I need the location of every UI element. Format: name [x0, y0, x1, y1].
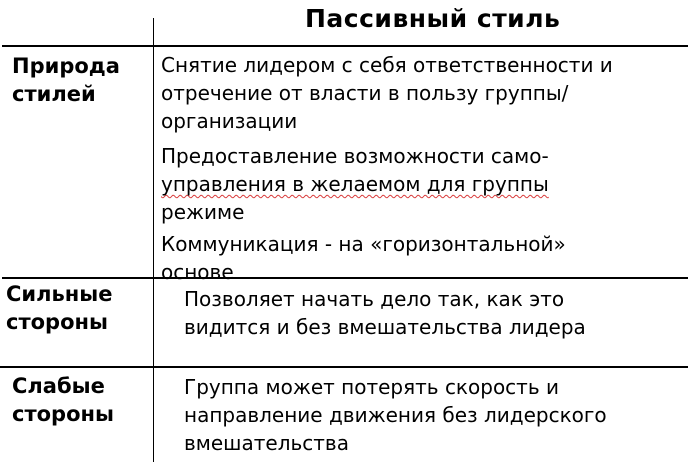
- row-label-weaknesses: [12, 372, 114, 428]
- text-line: Снятие лидером с себя ответственности и: [161, 53, 613, 77]
- text-line: Предоставление возможности само-: [161, 144, 549, 168]
- text-line: направление движения без лидерского: [184, 403, 607, 427]
- header-divider: [2, 45, 688, 47]
- text-line: Группа может потерять скорость и: [184, 375, 559, 399]
- row-label-line: Природа: [12, 54, 120, 78]
- paragraph-strengths: [184, 285, 586, 341]
- paragraph-weaknesses: [184, 373, 607, 457]
- text-line: основе: [161, 260, 234, 284]
- row-label-line: стороны: [6, 310, 109, 334]
- text-line: вмешательства: [184, 431, 349, 455]
- row2-divider: [0, 366, 688, 368]
- row-label-line: стилей: [12, 82, 96, 106]
- text-line: Позволяет начать дело так, как это: [184, 287, 565, 311]
- text-line-spellcheck: управления в желаемом для группы: [161, 172, 549, 196]
- text-line: отречение от власти в пользу группы/: [161, 81, 569, 105]
- row-label-nature-of-styles: [12, 52, 120, 108]
- text-line: видится и без вмешательства лидера: [184, 315, 586, 339]
- row-label-line: Слабые: [12, 374, 105, 398]
- row-label-line: стороны: [12, 402, 115, 426]
- row-label-line: Сильные: [6, 282, 113, 306]
- column-divider: [153, 18, 154, 462]
- table-header-title: Пассивный стиль: [305, 4, 561, 33]
- row-label-strengths: [6, 280, 113, 336]
- text-line: организации: [161, 109, 298, 133]
- paragraph-self-management: [161, 142, 549, 226]
- text-line: режиме: [161, 200, 245, 224]
- text-line: Коммуникация - на «горизонтальной»: [161, 232, 566, 256]
- paragraph-communication: [161, 230, 566, 286]
- paragraph-responsibility: [161, 51, 613, 135]
